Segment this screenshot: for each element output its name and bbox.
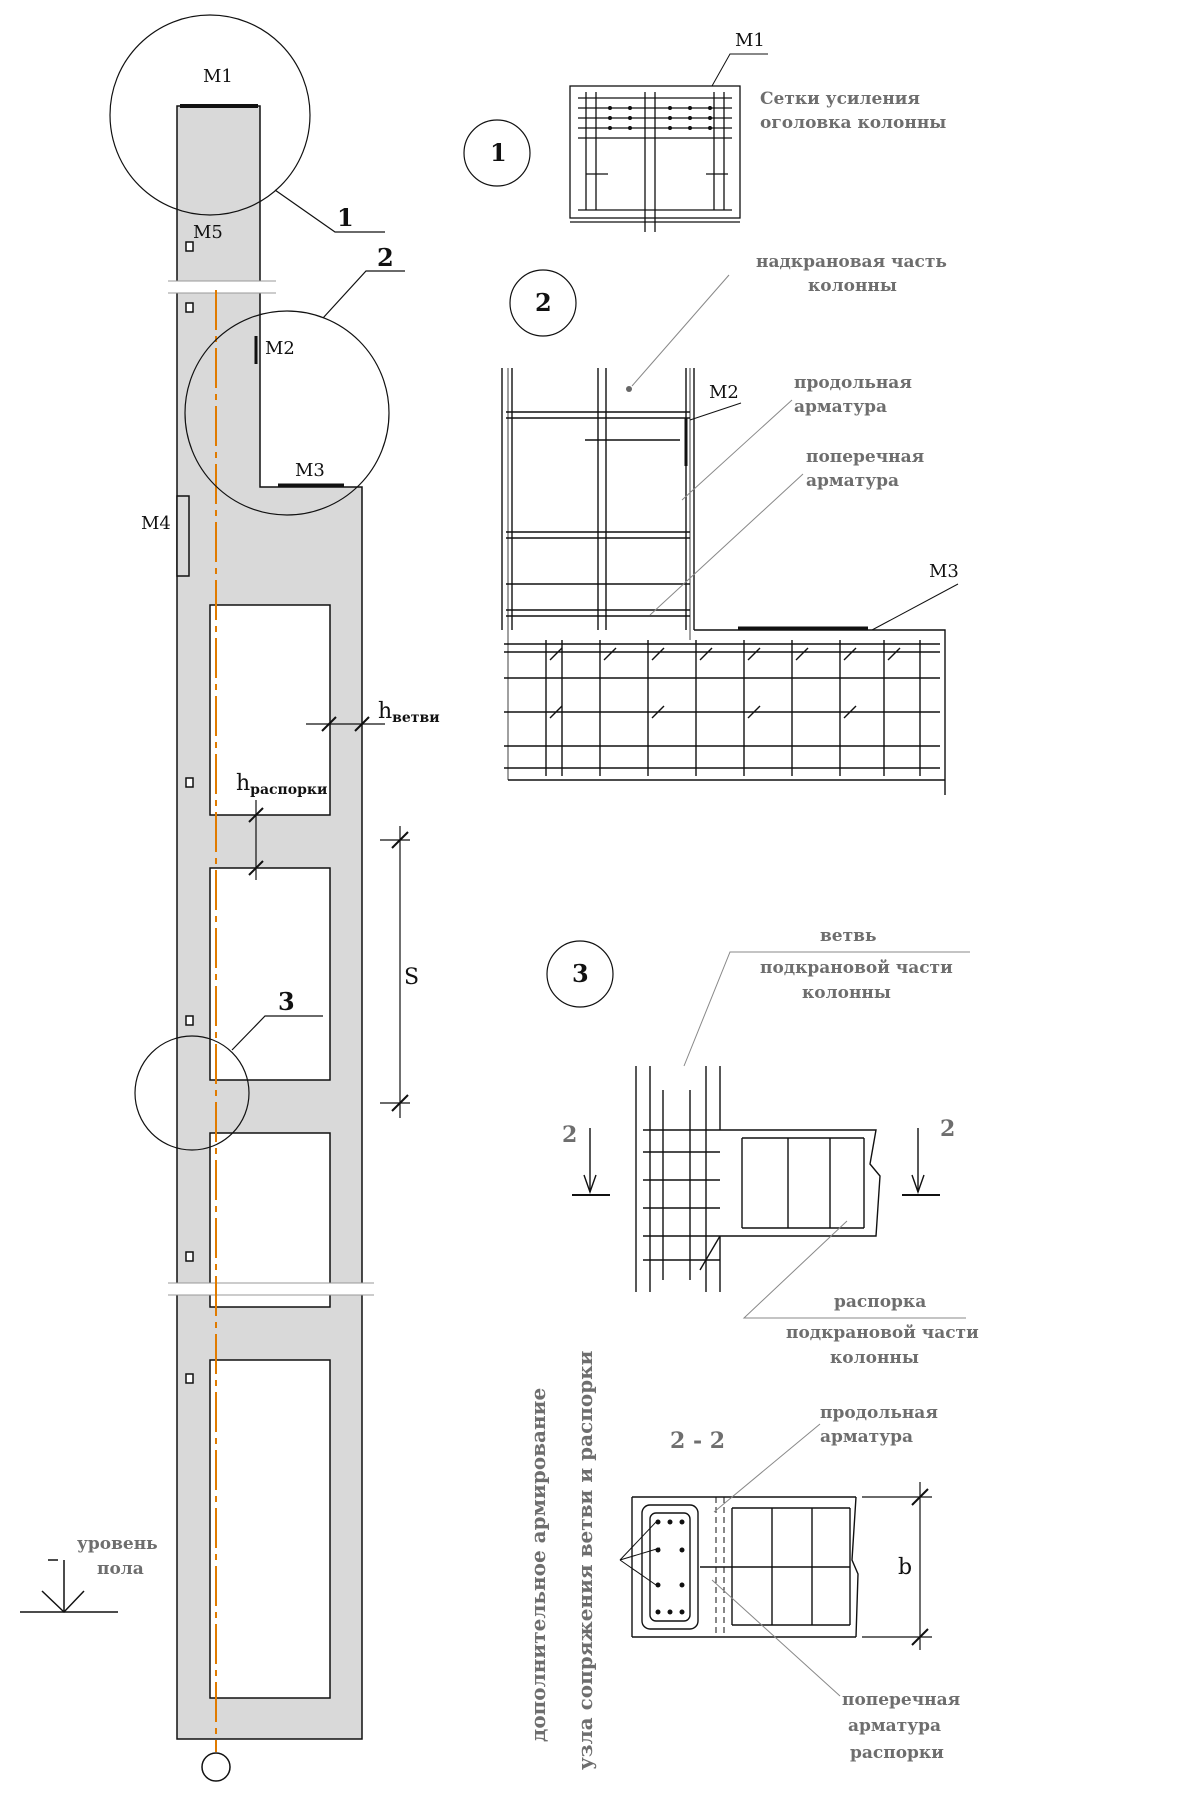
label-m5: М5 [193,222,223,243]
label-m4: М4 [141,513,171,534]
column-elevation [20,15,440,1781]
dim-s-label: S [404,965,420,990]
vertical-caption-1: дополнительное армирование [526,1387,550,1742]
detail-2-m3: М3 [929,561,959,582]
section-mark-left: 2 [562,1122,578,1148]
detail-2-m2-leader [690,403,741,420]
section-drawing [632,1497,858,1637]
leader-dot [626,386,632,392]
detail-2-long-2: арматура [794,397,888,417]
callout-number-3: 3 [278,987,295,1016]
vertical-caption [526,1350,597,1770]
section-trans-2: арматура [848,1716,942,1736]
section-long-1: продольная [820,1403,938,1423]
section-long-leader [714,1424,820,1512]
section-mark-right: 2 [940,1116,956,1142]
section-trans-3: распорки [850,1743,944,1763]
detail-1 [464,30,946,232]
callout-number-2: 2 [377,243,394,272]
floor-label-1: уровень [77,1534,158,1554]
detail-2-m3-leader [872,584,958,630]
dim-b [862,1482,932,1650]
break-mark-upper [168,281,276,293]
detail-3-branch-1: ветвь [820,926,877,946]
detail-3-branch-2: подкрановой части [760,958,953,978]
section-long-2: арматура [820,1427,914,1447]
dim-b-label: b [898,1555,913,1580]
detail-2-upper-leader [632,275,729,386]
detail-1-number: 1 [490,138,507,167]
plate-m4 [177,496,189,576]
opening-3 [210,1133,330,1307]
detail-1-m1-leader [712,54,768,86]
detail-2-trans-1: поперечная [806,447,925,467]
head-mesh-drawing [570,86,740,232]
detail-2-trans-leader [650,474,803,615]
callout-leader-1 [275,190,385,232]
label-m2: М2 [265,338,295,359]
detail-3-number: 3 [572,959,589,988]
section-2-2 [620,1403,960,1763]
dim-h-branch-label: hветви [378,699,440,726]
section-title: 2 - 2 [670,1428,726,1454]
label-m1: М1 [203,66,233,87]
label-m3: М3 [295,460,325,481]
callout-leader-2 [323,271,405,318]
corbel-rebar-drawing [502,368,945,795]
vertical-caption-2: узла сопряжения ветви и распорки [573,1350,597,1770]
detail-1-m1: М1 [735,30,765,51]
section-trans-1: поперечная [842,1690,961,1710]
detail-2 [502,252,959,795]
detail-2-upper-1: надкрановая часть [756,252,947,272]
strut-joint-drawing [636,1066,880,1292]
detail-2-upper-2: колонны [808,276,897,296]
opening-4 [210,1360,330,1698]
break-mark-lower [168,1283,374,1295]
detail-3-strut-3: колонны [830,1348,919,1368]
detail-3-branch-3: колонны [802,983,891,1003]
detail-2-number: 2 [535,288,552,317]
detail-3 [547,926,979,1368]
detail-2-long-1: продольная [794,373,912,393]
detail-2-trans-2: арматура [806,471,900,491]
detail-3-strut-1: распорка [834,1292,927,1312]
floor-label-2: пола [97,1559,144,1579]
axis-marker-circle [202,1753,230,1781]
section-arrow-right [902,1128,940,1195]
section-bar-dots [656,1520,685,1615]
detail-3-strut-2: подкрановой части [786,1323,979,1343]
dim-h-strut-label: hраспорки [236,771,328,798]
section-arrow-left [572,1128,610,1195]
detail-2-long-leader [682,400,792,500]
detail-2-m2: М2 [709,382,739,403]
callout-number-1: 1 [337,203,354,232]
section-pointer-lines [620,1522,660,1585]
detail-1-caption-2: оголовка колонны [760,113,947,133]
detail-1-caption-1: Сетки усиления [760,89,920,109]
section-trans-leader [712,1580,840,1696]
